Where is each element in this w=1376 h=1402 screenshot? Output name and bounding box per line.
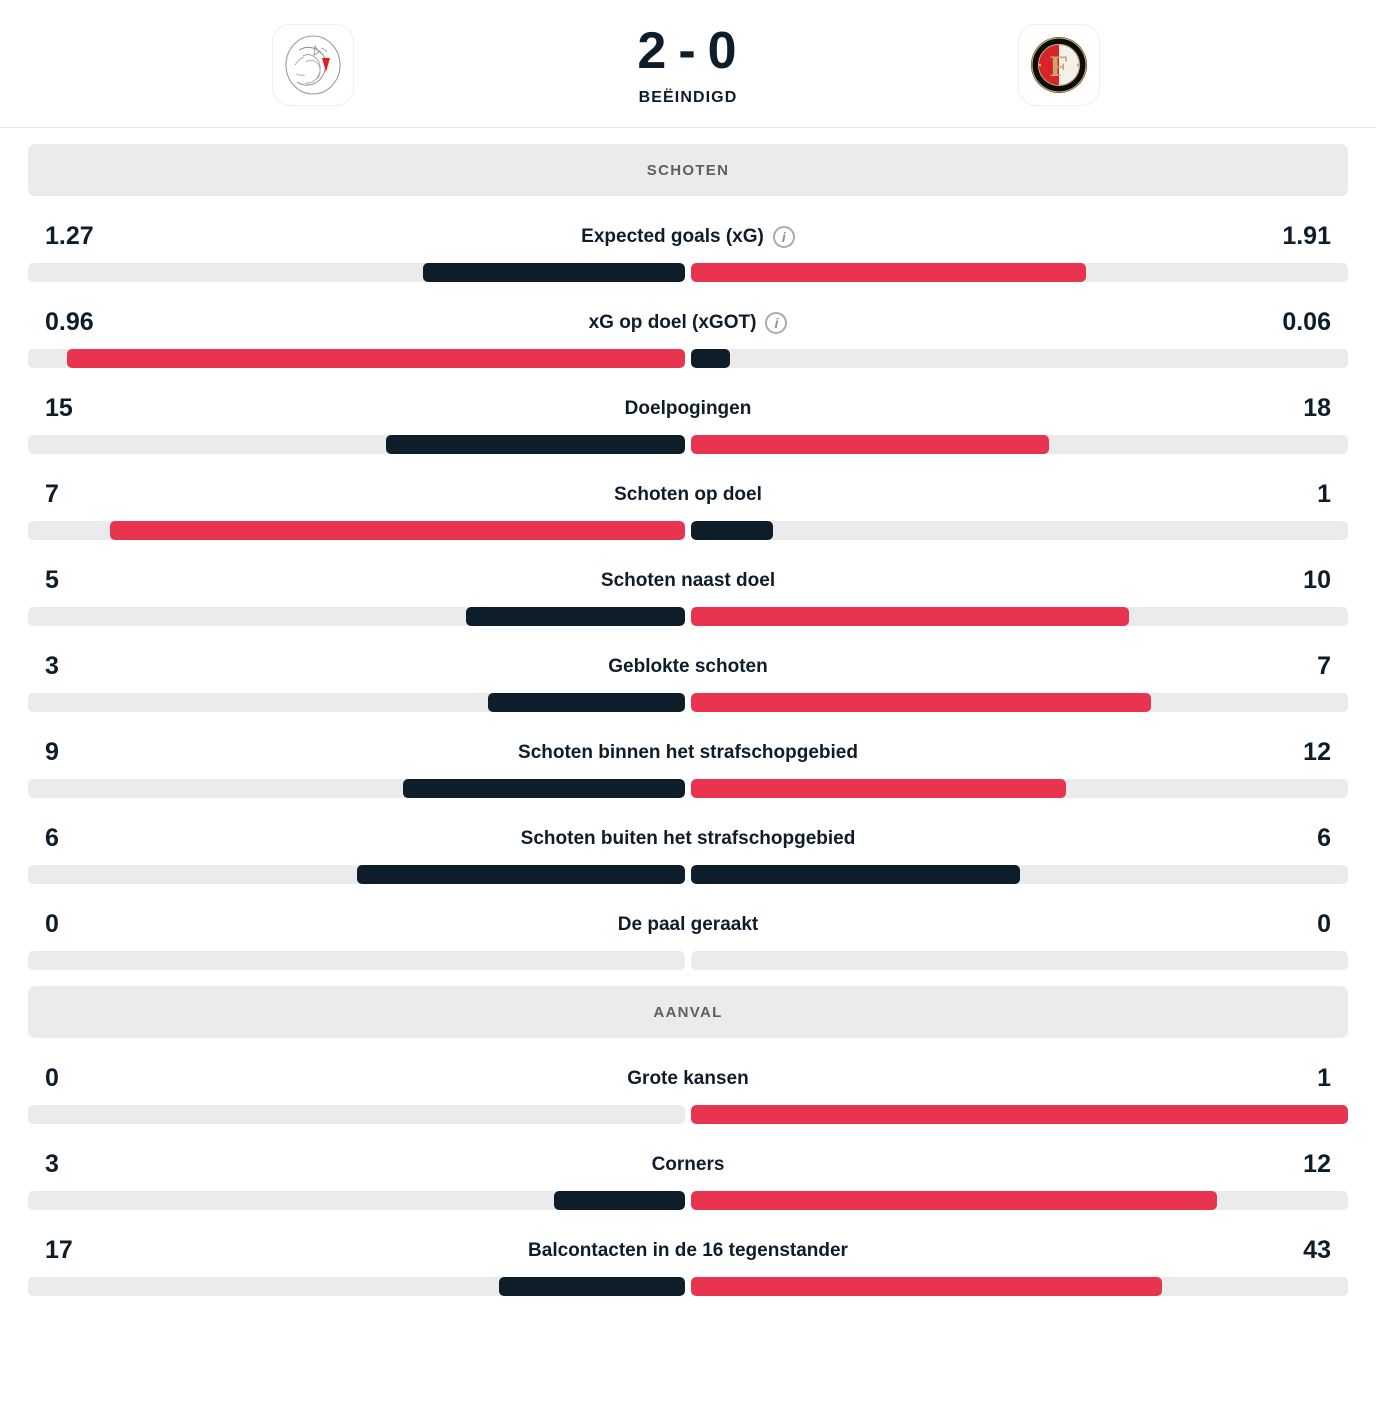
stat-bar-pair <box>28 1105 1348 1124</box>
home-stat-bar-track <box>28 435 685 454</box>
stat-row-header <box>28 394 1348 423</box>
away-stat-bar-fill <box>691 435 1049 454</box>
stat-bar-pair <box>28 349 1348 368</box>
home-stat-bar-fill <box>423 263 685 282</box>
svg-text:ROTTERDAM <box>1039 95 1079 96</box>
home-team-crest[interactable] <box>272 24 354 106</box>
away-stat-bar-track <box>691 263 1348 282</box>
away-stat-value: 10 <box>1303 566 1331 594</box>
ajax-crest-icon <box>282 34 344 96</box>
home-stat-value: 3 <box>45 652 59 680</box>
stat-label-text: Grote kansen <box>627 1067 749 1089</box>
stat-row <box>28 798 1348 884</box>
away-stat-bar-track <box>691 1105 1348 1124</box>
match-status: BEËINDIGD <box>638 88 738 106</box>
away-stat-bar-track <box>691 607 1348 626</box>
home-stat-bar-fill <box>488 693 685 712</box>
stat-label <box>601 570 775 592</box>
home-stat-value: 17 <box>45 1236 73 1264</box>
away-stat-value: 0.06 <box>1282 308 1331 336</box>
home-stat-bar-track <box>28 349 685 368</box>
away-stat-value: 12 <box>1303 1150 1331 1178</box>
away-stat-bar-fill <box>691 521 773 540</box>
away-stat-value: 1.91 <box>1282 222 1331 250</box>
stat-label-text: Expected goals (xG) <box>581 225 764 247</box>
stat-row-header <box>28 910 1348 939</box>
home-stat-bar-fill <box>357 865 686 884</box>
score-separator: - <box>678 21 698 80</box>
stat-bar-pair <box>28 1277 1348 1296</box>
feyenoord-crest-icon <box>1028 34 1090 96</box>
stat-label <box>625 398 752 420</box>
stat-bar-pair <box>28 435 1348 454</box>
stat-row-header <box>28 222 1348 251</box>
home-stat-value: 6 <box>45 824 59 852</box>
stat-row-header <box>28 566 1348 595</box>
home-stat-value: 0 <box>45 910 59 938</box>
stat-row <box>28 1038 1348 1124</box>
home-stat-bar-track <box>28 1105 685 1124</box>
home-stat-value: 1.27 <box>45 222 94 250</box>
home-stat-bar-fill <box>386 435 685 454</box>
stat-row-header <box>28 480 1348 509</box>
stat-label-text: Schoten buiten het strafschopgebied <box>520 827 856 849</box>
section-header: AANVAL <box>28 986 1348 1038</box>
home-stat-value: 15 <box>45 394 73 422</box>
home-stat-bar-track <box>28 951 685 970</box>
home-stat-value: 0.96 <box>45 308 94 336</box>
stat-row <box>28 884 1348 970</box>
stat-label <box>589 312 788 334</box>
stat-label-text: Schoten op doel <box>614 483 762 505</box>
stat-label <box>618 914 758 936</box>
stat-label <box>608 656 767 678</box>
home-stat-bar-track <box>28 779 685 798</box>
home-stat-bar-fill <box>499 1277 685 1296</box>
away-team-crest[interactable] <box>1018 24 1100 106</box>
stat-row <box>28 282 1348 368</box>
away-stat-value: 0 <box>1317 910 1331 938</box>
home-stat-value: 3 <box>45 1150 59 1178</box>
away-stat-bar-track <box>691 951 1348 970</box>
home-stat-bar-track <box>28 263 685 282</box>
home-score: 2 <box>637 21 669 80</box>
stat-row <box>28 368 1348 454</box>
stat-label-text: Geblokte schoten <box>608 655 768 677</box>
stat-row-header <box>28 1236 1348 1265</box>
away-stat-value: 18 <box>1303 394 1331 422</box>
stat-label <box>652 1154 725 1176</box>
away-stat-bar-track <box>691 435 1348 454</box>
away-stat-bar-track <box>691 693 1348 712</box>
away-stat-bar-track <box>691 521 1348 540</box>
stat-label <box>528 1240 848 1262</box>
away-stat-bar-track <box>691 349 1348 368</box>
away-stat-value: 12 <box>1303 738 1331 766</box>
away-stat-value: 6 <box>1317 824 1331 852</box>
stat-label <box>518 742 858 764</box>
home-stat-value: 7 <box>45 480 59 508</box>
home-stat-value: 5 <box>45 566 59 594</box>
stat-bar-pair <box>28 779 1348 798</box>
home-stat-bar-fill <box>67 349 685 368</box>
stat-label <box>627 1068 748 1090</box>
home-stat-bar-track <box>28 1191 685 1210</box>
away-stat-bar-fill <box>691 693 1151 712</box>
stat-bar-pair <box>28 263 1348 282</box>
away-stat-bar-fill <box>691 263 1086 282</box>
stat-label-text: Schoten binnen het strafschopgebied <box>518 741 858 763</box>
stat-label-text: xG op doel (xGOT) <box>588 311 757 333</box>
home-stat-bar-track <box>28 607 685 626</box>
away-stat-value: 1 <box>1317 1064 1331 1092</box>
away-stat-bar-fill <box>691 1277 1162 1296</box>
home-stat-bar-track <box>28 865 685 884</box>
stat-label-text: Corners <box>651 1153 725 1175</box>
stat-bar-pair <box>28 865 1348 884</box>
away-score: 0 <box>707 21 739 80</box>
stat-row <box>28 712 1348 798</box>
stat-row-header <box>28 824 1348 853</box>
stat-row <box>28 626 1348 712</box>
stat-label-text: De paal geraakt <box>617 913 759 935</box>
away-stat-bar-fill <box>691 779 1066 798</box>
home-stat-bar-track <box>28 1277 685 1296</box>
stat-bar-pair <box>28 951 1348 970</box>
away-stat-value: 1 <box>1317 480 1331 508</box>
scoreline <box>637 21 739 107</box>
away-stat-bar-fill <box>691 1105 1348 1124</box>
away-stat-bar-track <box>691 1191 1348 1210</box>
home-stat-bar-fill <box>403 779 685 798</box>
stat-label-text: Doelpogingen <box>624 397 752 419</box>
stat-row-header <box>28 1064 1348 1093</box>
home-stat-bar-track <box>28 521 685 540</box>
away-stat-bar-fill <box>691 865 1020 884</box>
stat-row <box>28 1124 1348 1210</box>
match-stats <box>0 144 1376 1296</box>
home-stat-value: 0 <box>45 1064 59 1092</box>
stat-bar-pair <box>28 521 1348 540</box>
stat-row-header <box>28 652 1348 681</box>
stat-bar-pair <box>28 1191 1348 1210</box>
section-header: SCHOTEN <box>28 144 1348 196</box>
stat-row <box>28 1210 1348 1296</box>
home-stat-bar-track <box>28 693 685 712</box>
stat-row <box>28 454 1348 540</box>
away-stat-bar-fill <box>691 349 730 368</box>
info-icon[interactable]: i <box>765 312 787 334</box>
home-stat-value: 9 <box>45 738 59 766</box>
stat-row-header <box>28 1150 1348 1179</box>
away-stat-bar-track <box>691 779 1348 798</box>
home-stat-bar-fill <box>466 607 685 626</box>
away-stat-bar-track <box>691 1277 1348 1296</box>
away-stat-value: 7 <box>1317 652 1331 680</box>
stat-label-text: Schoten naast doel <box>600 569 776 591</box>
info-icon[interactable]: i <box>773 226 795 248</box>
stat-label <box>581 226 795 248</box>
stat-row <box>28 196 1348 282</box>
away-stat-value: 43 <box>1303 1236 1331 1264</box>
away-stat-bar-track <box>691 865 1348 884</box>
stat-row-header <box>28 308 1348 337</box>
stat-bar-pair <box>28 693 1348 712</box>
match-header <box>0 0 1376 128</box>
away-stat-bar-fill <box>691 1191 1217 1210</box>
home-stat-bar-fill <box>554 1191 685 1210</box>
stat-bar-pair <box>28 607 1348 626</box>
away-stat-bar-fill <box>691 607 1129 626</box>
score-display <box>637 21 739 80</box>
stat-row-header <box>28 738 1348 767</box>
stat-label <box>521 828 856 850</box>
stat-label <box>614 484 762 506</box>
stat-label-text: Balcontacten in de 16 tegenstander <box>528 1239 848 1261</box>
stat-row <box>28 540 1348 626</box>
home-stat-bar-fill <box>110 521 685 540</box>
svg-text:F: F <box>1049 50 1069 83</box>
